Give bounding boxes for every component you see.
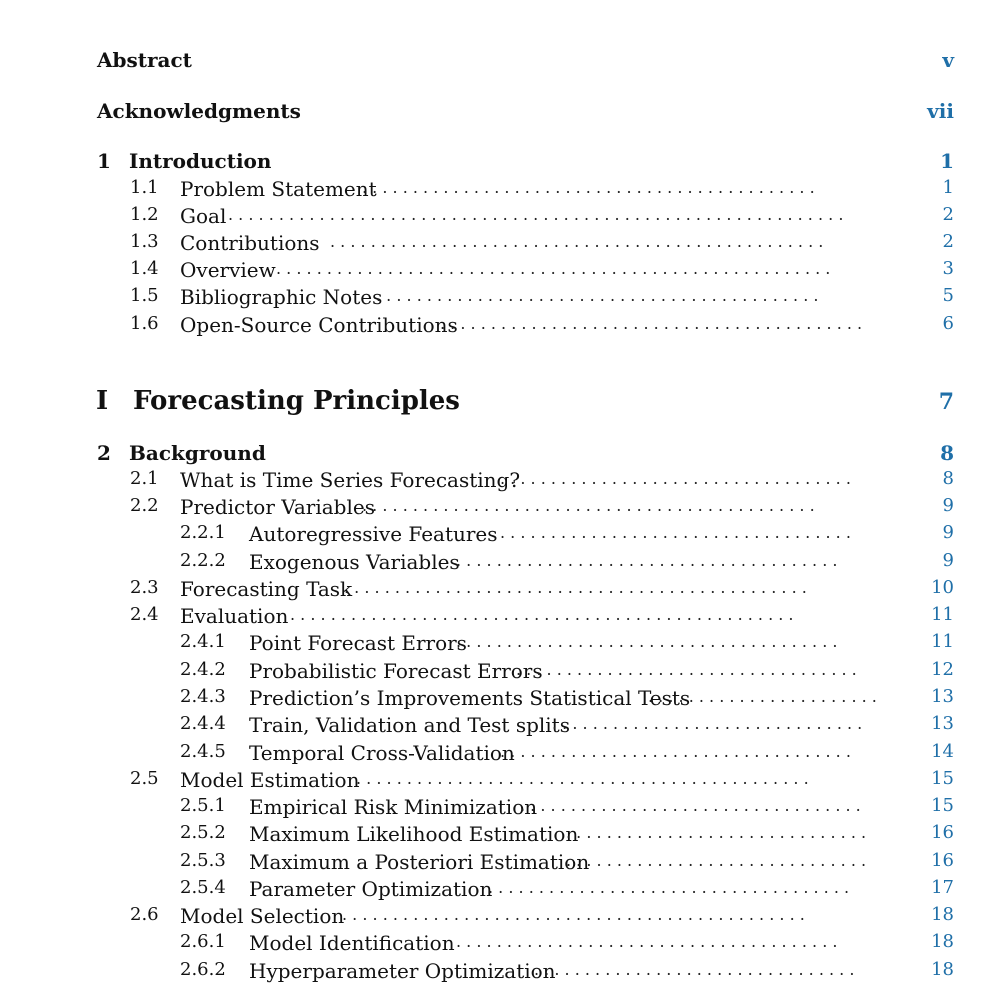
toc-page-link[interactable]: 15	[931, 795, 954, 816]
subsection-title: Maximum a Posteriori Estimation	[249, 850, 590, 874]
section-title: Model Selection	[180, 904, 345, 928]
subsection-title: Probabilistic Forecast Errors	[249, 659, 543, 683]
toc-page-link[interactable]: 18	[931, 904, 954, 925]
toc-page-link[interactable]: 14	[931, 741, 954, 762]
dot-leader: . . . . . . . . . . . . . . . . . . . . . . . . . . . . . . . . . .	[520, 798, 861, 814]
toc-page-link[interactable]: vii	[927, 99, 954, 123]
subsection-number: 2.4.2	[180, 659, 226, 680]
subsection-title: Parameter Optimization	[249, 877, 493, 901]
subsection-number: 2.5.1	[180, 795, 226, 816]
toc-page-link[interactable]: 7	[938, 389, 954, 415]
subsection-number: 2.2.1	[180, 522, 226, 543]
dot-leader: . . . . . . . . . . . . . . . . . . . . . . . . . . . . . . . . . . . . . . . . . . . . .	[362, 180, 815, 196]
section-title: Model Estimation	[180, 768, 360, 792]
dot-leader: . . . . . . . . . . . . . . . . . . . . . . . . . . . . . . . . . . . . . . . . . . . . .	[356, 771, 809, 787]
toc-page-link[interactable]: 12	[931, 659, 954, 680]
toc-page-link[interactable]: 3	[942, 258, 954, 279]
subsection-title: Train, Validation and Test splits	[249, 713, 570, 737]
toc-page-link[interactable]: 18	[931, 931, 954, 952]
dot-leader: . . . . . . . . . . . . . . . . . . . . . . . . . . . . . .	[566, 825, 867, 841]
section-title: Evaluation	[180, 604, 289, 628]
toc-page-link[interactable]: 15	[931, 768, 954, 789]
section-title: What is Time Series Forecasting?	[180, 468, 521, 492]
section-number: 2.6	[130, 904, 159, 925]
toc-page-link[interactable]: v	[942, 48, 954, 72]
toc-page-link[interactable]: 17	[931, 877, 954, 898]
section-number: 1.1	[130, 177, 159, 198]
dot-leader: . . . . . . . . . . . . . . . . . . . . . . . . . . . . . . . . . . . . . . . . . . . . . .	[344, 580, 807, 596]
toc-page-link[interactable]: 9	[942, 495, 954, 516]
section-number: 1.5	[130, 285, 159, 306]
section-title: Goal	[180, 204, 227, 228]
toc-page-link[interactable]: 1	[942, 177, 954, 198]
toc-title: Abstract	[97, 48, 192, 72]
subsection-number: 2.5.4	[180, 877, 226, 898]
toc-page-link[interactable]: 2	[942, 204, 954, 225]
dot-leader: . . . . . . . . . . . . . . . . . . . . . . . . . . . . . . . . . .	[516, 662, 857, 678]
dot-leader: . . . . . . . . . . . . . . . . . . . . . . . . . . . . . . . . . . . . . . . . . . . .	[376, 288, 819, 304]
subsection-number: 2.4.4	[180, 713, 226, 734]
toc-page-link[interactable]: 8	[940, 441, 954, 465]
subsection-number: 2.2.2	[180, 550, 226, 571]
subsection-number: 2.4.3	[180, 686, 226, 707]
section-number: 1.6	[130, 313, 159, 334]
dot-leader: . . . . . . . . . . . . . . . . . . . . . . . . . . . . . . . . . . .	[500, 525, 851, 541]
subsection-title: Point Forecast Errors	[249, 631, 467, 655]
chapter-title: Introduction	[129, 149, 272, 173]
dot-leader: . . . . . . . . . . . . . . . . . . . . . . . . . . . . . . . . . . . . . . . . . . . . . . . . . . . . . . . . . . . . .	[228, 207, 844, 223]
toc-page-link[interactable]: 11	[931, 604, 954, 625]
subsection-number: 2.5.2	[180, 822, 226, 843]
dot-leader: . . . . . . . . . . . . . . . . . . . . . . . . . . . . . . . . . . . .	[488, 880, 850, 896]
section-number: 2.2	[130, 495, 159, 516]
toc-page-link[interactable]: 6	[942, 313, 954, 334]
subsection-number: 2.6.1	[180, 931, 226, 952]
subsection-title: Exogenous Variables	[249, 550, 460, 574]
section-title: Bibliographic Notes	[180, 285, 383, 309]
section-title: Forecasting Task	[180, 577, 353, 601]
subsection-number: 2.4.5	[180, 741, 226, 762]
section-number: 2.4	[130, 604, 159, 625]
dot-leader: . . . . . . . . . . . . . . . . . . . . . . . . . . . . . . . . . . . . . . . . . .	[440, 316, 863, 332]
toc-page-link[interactable]: 10	[931, 577, 954, 598]
section-number: 2.1	[130, 468, 159, 489]
section-number: 1.2	[130, 204, 159, 225]
toc-page-link[interactable]: 9	[942, 550, 954, 571]
section-number: 2.3	[130, 577, 159, 598]
subsection-title: Maximum Likelihood Estimation	[249, 822, 579, 846]
section-number: 1.4	[130, 258, 159, 279]
section-title: Contributions	[180, 231, 320, 255]
dot-leader: . . . . . . . . . . . . . . . . . . . . . . . . . . . . . .	[566, 853, 867, 869]
chapter-number: 2	[97, 441, 111, 465]
subsection-title: Autoregressive Features	[249, 522, 498, 546]
toc-page-link[interactable]: 16	[931, 850, 954, 871]
toc-page-link[interactable]: 8	[942, 468, 954, 489]
dot-leader: . . . . . . . . . . . . . . . . . . . . . . . . . . . . . . . . . . . . . .	[456, 934, 838, 950]
toc-page-link[interactable]: 1	[940, 149, 954, 173]
subsection-number: 2.5.3	[180, 850, 226, 871]
chapter-number: 1	[97, 149, 111, 173]
section-title: Predictor Variables	[180, 495, 375, 519]
toc-page-link[interactable]: 5	[942, 285, 954, 306]
dot-leader: . . . . . . . . . . . . . . . . . . . . . . . . . . . . . . . . . . .	[500, 471, 851, 487]
dot-leader: . . . . . . . . . . . . . . . . . . . . . . . . . . . . . . . .	[534, 962, 855, 978]
dot-leader: . . . . . . . . . . . . . . . . . . . . . . . . . . . . . . . . . . . . . . . . . . . . . . . . . . . . . . .	[276, 261, 831, 277]
dot-leader: . . . . . . . . . . . . . . . . . . . . . . . . . . . . . . . . . . . . . .	[456, 553, 838, 569]
section-number: 1.3	[130, 231, 159, 252]
subsection-number: 2.6.2	[180, 959, 226, 980]
dot-leader: . . . . . . . . . . . . . . . . . . . . . . . . . . . . . . . . . . . . . . . . . . . . .	[362, 498, 815, 514]
dot-leader: . . . . . . . . . . . . . . . . . . . . . . . . . . . . . . . . . . . . . . . . . . . . . . . . .	[330, 234, 824, 250]
toc-page-link[interactable]: 9	[942, 522, 954, 543]
dot-leader: . . . . . . . . . . . . . . . . . . . . . . . . . . . . . . . . . . . . . . . . . . . . . . . . . .	[290, 607, 794, 623]
toc-title: Acknowledgments	[97, 99, 301, 123]
subsection-title: Model Identification	[249, 931, 455, 955]
part-number: I	[96, 386, 109, 416]
section-title: Open-Source Contributions	[180, 313, 458, 337]
toc-page-link[interactable]: 13	[931, 713, 954, 734]
subsection-title: Empirical Risk Minimization	[249, 795, 538, 819]
section-number: 2.5	[130, 768, 159, 789]
toc-page-link[interactable]: 13	[931, 686, 954, 707]
section-title: Overview	[180, 258, 276, 282]
toc-page-link[interactable]: 18	[931, 959, 954, 980]
subsection-title: Prediction’s Improvements Statistical Tests	[249, 686, 691, 710]
dot-leader: . . . . . . . . . . . . . . . . . . . . . . . . . . . . . . . . . . .	[500, 744, 851, 760]
part-title: Forecasting Principles	[133, 386, 460, 416]
section-title: Problem Statement	[180, 177, 377, 201]
dot-leader: . . . . . . . . . . . . . . . . . . . . . . . . . . . . . . . . . . . . . .	[456, 634, 838, 650]
dot-leader: . . . . . . . . . . . . . . . . . . . . . . .	[648, 689, 877, 705]
toc-page-link[interactable]: 16	[931, 822, 954, 843]
subsection-title: Temporal Cross-Validation	[249, 741, 515, 765]
dot-leader: . . . . . . . . . . . . . . . . . . . . . . . . . . . . . . . . . . . . . . . . . . . . . .	[342, 907, 805, 923]
toc-page-link[interactable]: 2	[942, 231, 954, 252]
subsection-number: 2.4.1	[180, 631, 226, 652]
subsection-title: Hyperparameter Optimization	[249, 959, 556, 983]
chapter-title: Background	[129, 441, 266, 465]
dot-leader: . . . . . . . . . . . . . . . . . . . . . . . . . . . . . . .	[552, 716, 863, 732]
toc-page-link[interactable]: 11	[931, 631, 954, 652]
